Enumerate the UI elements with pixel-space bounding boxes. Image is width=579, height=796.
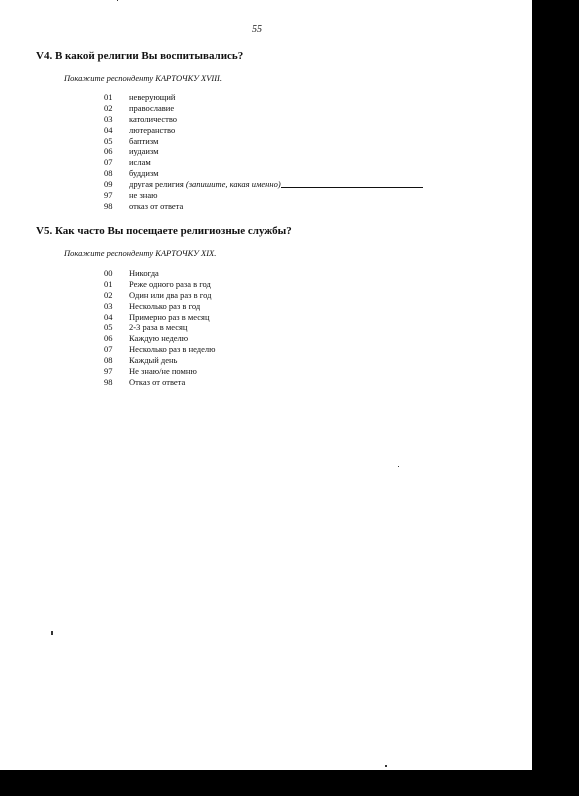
option-code: 98 — [104, 376, 113, 387]
option-code: 02 — [104, 289, 113, 300]
option-code: 03 — [104, 113, 113, 124]
list-item — [104, 125, 423, 136]
scan-speck — [117, 0, 118, 1]
question-v5-options — [104, 268, 215, 388]
list-item — [104, 114, 423, 125]
option-code: 08 — [104, 355, 113, 366]
list-item — [104, 157, 423, 168]
list-item — [104, 190, 423, 201]
option-code: 98 — [104, 200, 113, 211]
list-item — [104, 355, 215, 366]
list-item — [104, 377, 215, 388]
option-label: католичество — [129, 113, 178, 124]
option-label: 2-3 раза в месяц — [129, 322, 188, 333]
list-item — [104, 366, 215, 377]
option-label: ислам — [129, 157, 151, 168]
option-code: 01 — [104, 278, 113, 289]
option-label: иудаизм — [129, 146, 159, 157]
question-v4-instruction: Покажите респонденту КАРТОЧКУ XVIII. — [64, 73, 223, 83]
option-label: лютеранство — [129, 124, 176, 135]
list-item — [104, 103, 423, 114]
option-label: Каждую неделю — [129, 333, 189, 344]
list-item — [104, 146, 423, 157]
list-item — [104, 301, 215, 312]
option-code: 06 — [104, 333, 113, 344]
option-code: 97 — [104, 190, 113, 201]
option-code: 97 — [104, 366, 113, 377]
option-label: Реже одного раза в год — [129, 278, 211, 289]
list-item — [104, 322, 215, 333]
option-label: отказ от ответа — [129, 200, 184, 211]
scan-speck — [398, 466, 399, 467]
question-v4-title: V4. В какой религии Вы воспитывались? — [36, 50, 244, 62]
option-label: Несколько раз в год — [129, 300, 201, 311]
list-item — [104, 279, 215, 290]
option-label: Примерно раз в месяц — [129, 311, 210, 322]
scan-border-bottom — [0, 770, 579, 796]
option-code: 05 — [104, 322, 113, 333]
list-item — [104, 268, 215, 279]
option-label: не знаю — [129, 190, 158, 201]
option-code: 04 — [104, 311, 113, 322]
option-label: баптизм — [129, 135, 159, 146]
option-label: другая религия — [129, 179, 184, 190]
option-label: неверующий — [129, 92, 176, 102]
list-item — [104, 136, 423, 147]
option-note: (запишите, какая именно) — [185, 179, 281, 190]
option-label: православие — [129, 102, 175, 113]
question-v5-instruction: Покажите респонденту КАРТОЧКУ XIX. — [64, 248, 217, 258]
page-number: 55 — [252, 24, 262, 35]
option-code: 01 — [104, 92, 113, 102]
question-v4-options — [104, 92, 423, 212]
list-item — [104, 201, 423, 212]
option-code: 09 — [104, 179, 113, 190]
option-label: Отказ от ответа — [129, 376, 186, 387]
option-code: 08 — [104, 168, 113, 179]
option-code: 04 — [104, 124, 113, 135]
list-item — [104, 333, 215, 344]
list-item — [104, 168, 423, 179]
option-label: Один или два раз в год — [129, 289, 212, 300]
write-in-line[interactable] — [281, 179, 423, 188]
list-item — [104, 344, 215, 355]
option-label: Никогда — [129, 268, 159, 278]
list-item — [104, 290, 215, 301]
option-code: 07 — [104, 344, 113, 355]
option-code: 06 — [104, 146, 113, 157]
question-v5-title: V5. Как часто Вы посещаете религиозные службы? — [36, 225, 292, 237]
option-code: 00 — [104, 268, 113, 278]
list-item — [104, 92, 423, 103]
scan-speck — [51, 631, 53, 635]
scan-border-right — [532, 0, 579, 796]
list-item — [104, 179, 423, 190]
option-label: буддизм — [129, 168, 159, 179]
option-label: Не знаю/не помню — [129, 366, 197, 377]
option-label: Каждый день — [129, 355, 178, 366]
option-code: 02 — [104, 102, 113, 113]
option-code: 07 — [104, 157, 113, 168]
option-code: 05 — [104, 135, 113, 146]
scan-speck — [385, 765, 387, 767]
option-label: Несколько раз в неделю — [129, 344, 216, 355]
option-code: 03 — [104, 300, 113, 311]
list-item — [104, 312, 215, 323]
